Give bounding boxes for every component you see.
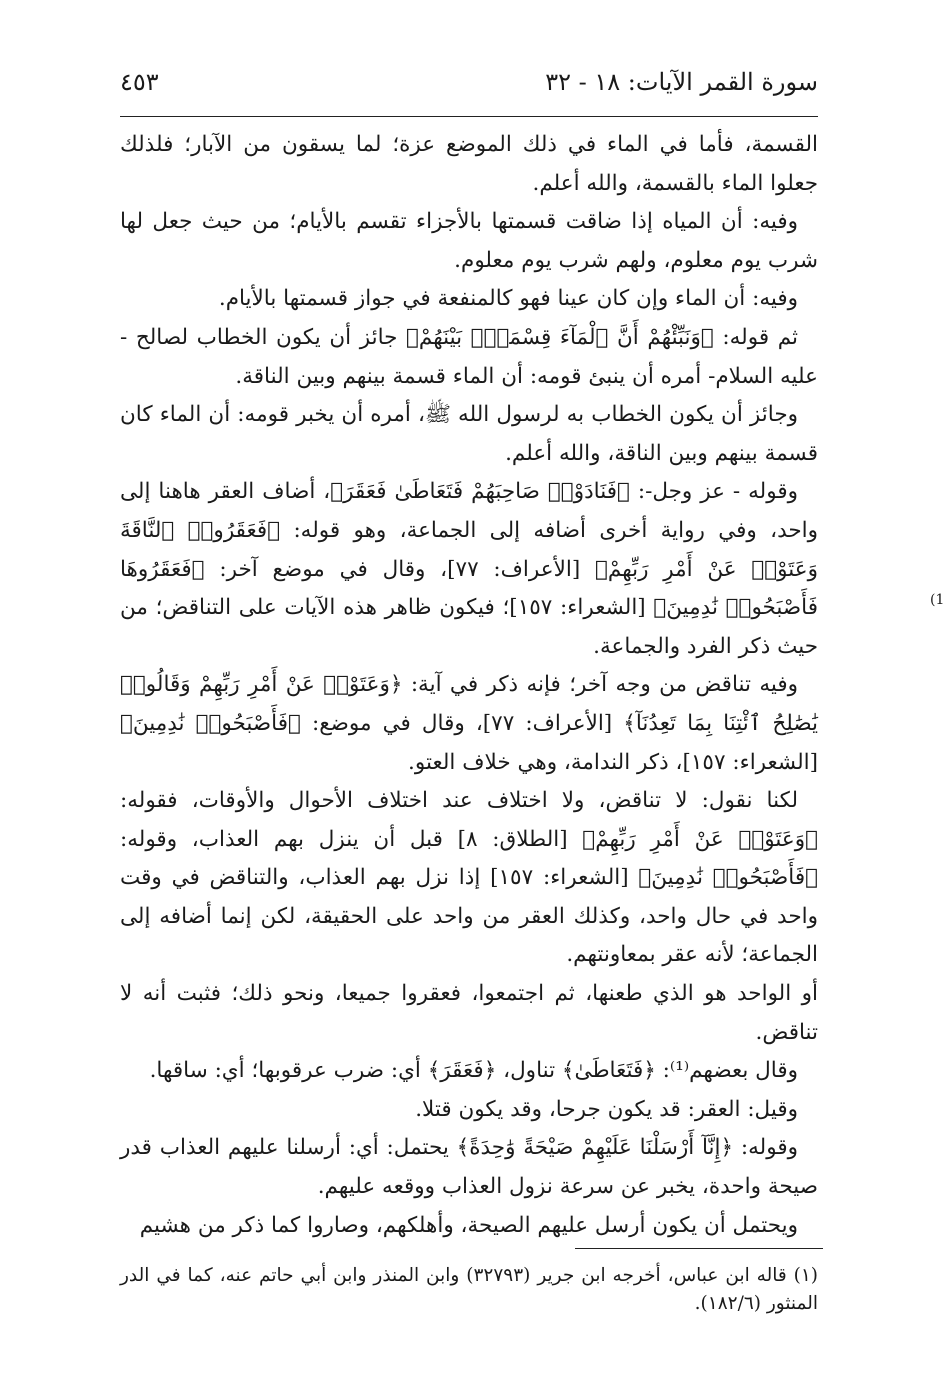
paragraph: القسمة، فأما في الماء في ذلك الموضع عزة؛ لما يسقون من الآبار؛ فلذلك جعلوا الماء بالقسمة، والله أعلم.	[120, 132, 818, 196]
paragraph: وفيه تناقض من وجه آخر؛ فإنه ذكر في آية: ﴿وَعَتَوْا۟ عَنْ أَمْرِ رَبِّهِمْ وَقَالُوا۟ يَٰصَٰلِحُ ٱئْتِنَا بِمَا تَعِدُنَآ﴾ [الأعراف: ٧٧]، وقال في موضع: ﴿فَأَصْبَحُوا۟ نَٰدِمِينَ﴾ [الشعراء: ١٥٧]، ذكر الندامة، وهي خلاف العتو.	[120, 672, 818, 775]
paragraph: وفيه: أن المياه إذا ضاقت قسمتها بالأجزاء تقسم بالأيام؛ من حيث جعل لها شرب يوم معلوم، ولهم شرب يوم معلوم.	[120, 209, 818, 273]
paragraph: وفيه: أن الماء وإن كان عينا فهو كالمنفعة في جواز قسمتها بالأيام.	[218, 286, 798, 312]
paragraph: وجائز أن يكون الخطاب به لرسول الله ﷺ، أمره أن يخبر قومه: أن الماء كان قسمة بينهم وبين الناقة، والله أعلم.	[120, 402, 818, 466]
margin-note: (1	[930, 592, 944, 608]
paragraph: وقوله - عز وجل-: ﴿فَنَادَوْا۟ صَاحِبَهُمْ فَتَعَاطَىٰ فَعَقَرَ﴾، أضاف العقر هاهنا إلى واحد، وفي رواية أخرى أضافه إلى الجماعة، وهو قوله: ﴿فَعَقَرُوا۟ ٱلنَّاقَةَ وَعَتَوْا۟ عَنْ أَمْرِ رَبِّهِمْ﴾ [الأعراف: ٧٧]، وقال في موضع آخر: ﴿فَعَقَرُوهَا فَأَصْبَحُوا۟ نَٰدِمِينَ﴾ [الشعراء: ١٥٧]؛ فيكون ظاهر هذه الآيات على التناقض؛ من حيث ذكر الفرد والجماعة.	[120, 479, 819, 659]
header-divider	[120, 116, 818, 117]
paragraph: ويحتمل أن يكون أرسل عليهم الصيحة، وأهلكهم، وصاروا كما ذكر من هشيم	[139, 1212, 798, 1238]
paragraph: لكنا نقول: لا تناقض، ولا اختلاف عند اختلاف الأحوال والأوقات، فقوله: ﴿وَعَتَوْا۟ عَنْ أَمْرِ رَبِّهِمْ﴾ [الطلاق: ٨] قبل أن ينزل بهم العذاب، وقوله: ﴿فَأَصْبَحُوا۟ نَٰدِمِينَ﴾ [الشعراء: ١٥٧] إذا نزل بهم العذاب، والتناقض في وقت واحد في حال واحد، وكذلك العقر من واحد على الحقيقة، لكن إنما أضافه إلى الجماعة؛ لأنه عقر بمعاونتهم.	[120, 788, 818, 968]
footnotes	[120, 1262, 818, 1318]
running-title: سورة القمر الآيات: ١٨ - ٣٢	[545, 68, 818, 96]
paragraph: وقوله: ﴿إِنَّآ أَرْسَلْنَا عَلَيْهِمْ صَيْحَةً وَٰحِدَةً﴾ يحتمل: أي: أرسلنا عليهم العذاب قدر صيحة واحدة، يخبر عن سرعة نزول العذاب ووقعه عليهم.	[120, 1135, 818, 1200]
page-number: ٤٥٣	[120, 68, 159, 96]
footnote: (١) قاله ابن عباس، أخرجه ابن جرير (٣٢٧٩٣) وابن المنذر وابن أبي حاتم عنه، كما في الدر المنثور (١٨٢/٦).	[120, 1265, 819, 1314]
page-header	[120, 68, 818, 108]
paragraph: ثم قوله: ﴿وَنَبِّئْهُمْ أَنَّ ٱلْمَآءَ قِسْمَةٌۢ بَيْنَهُمْ﴾ جائز أن يكون الخطاب لصالح - عليه السلام- أمره أن ينبئ قومه: أن الماء قسمة بينهم وبين الناقة.	[120, 324, 818, 389]
body-text	[120, 126, 818, 1245]
footnote-divider	[575, 1248, 823, 1249]
paragraph: أو الواحد هو الذي طعنها، ثم اجتمعوا، فعقروا جميعا، ونحو ذلك؛ فثبت أنه لا تناقض.	[120, 981, 818, 1045]
paragraph: وقال بعضهم⁽¹⁾: ﴿فَتَعَاطَىٰ﴾ تناول، ﴿فَعَقَرَ﴾ أي: ضرب عرقوبها؛ أي: ساقها.	[149, 1058, 798, 1084]
paragraph: وقيل: العقر: قد يكون جرحا، وقد يكون قتلا.	[415, 1096, 798, 1122]
